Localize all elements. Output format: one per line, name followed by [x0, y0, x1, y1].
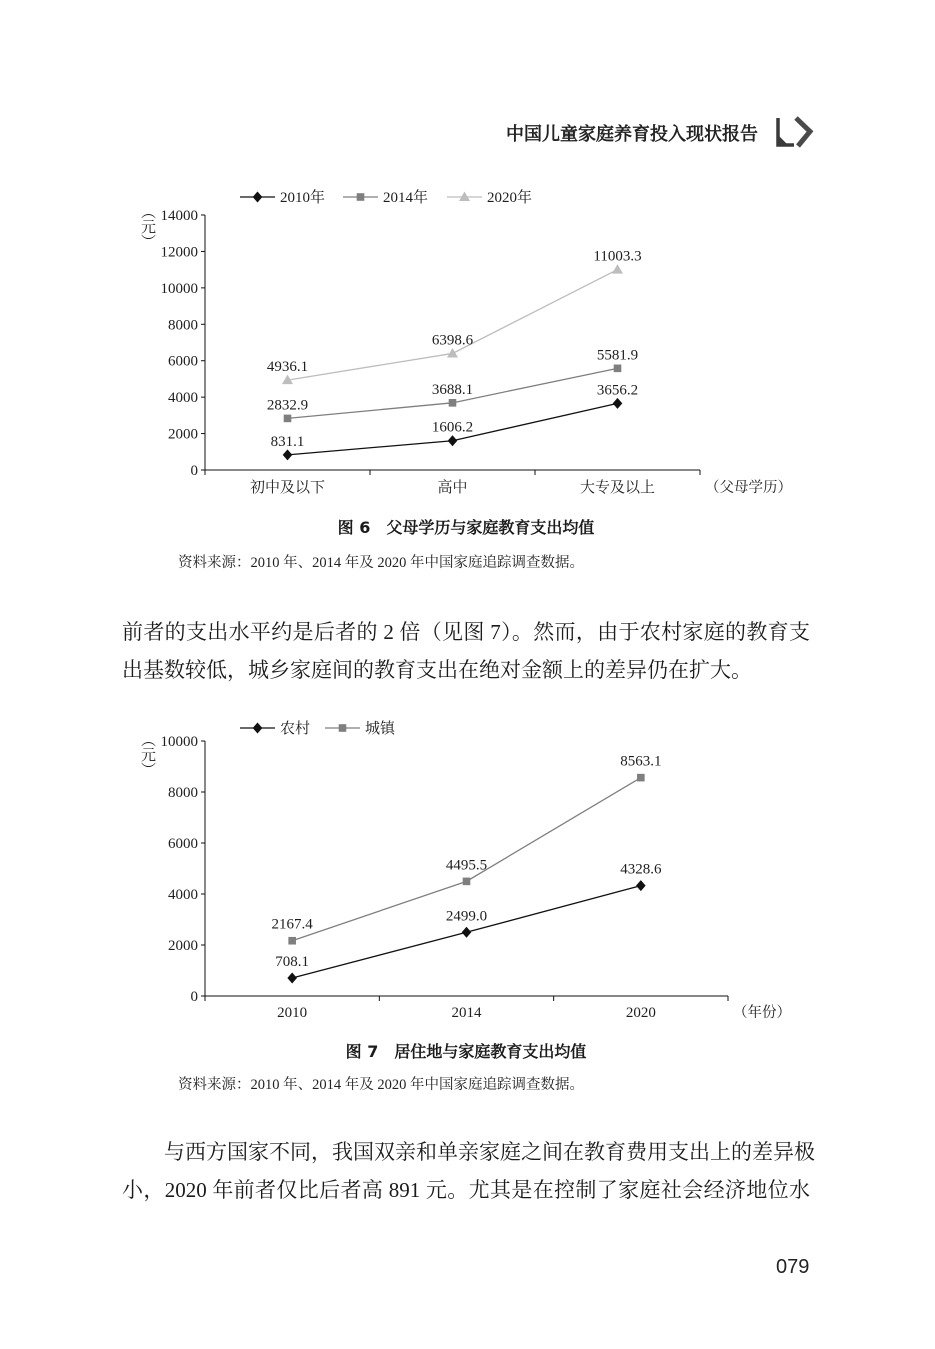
- y-tick-label: 8000: [168, 317, 198, 334]
- x-axis-title: （父母学历）: [705, 480, 792, 496]
- data-label: 2167.4: [271, 916, 313, 933]
- text-line: 与西方国家不同，我国双亲和单亲家庭之间在教育费用支出上的差异极: [164, 1140, 815, 1164]
- y-tick-label: 6000: [168, 836, 198, 852]
- data-label: 2832.9: [266, 397, 309, 414]
- data-label: 831.1: [270, 433, 305, 450]
- data-label: 11003.3: [593, 248, 642, 265]
- data-point-marker: [612, 264, 623, 274]
- x-category-label: 2020: [625, 1005, 656, 1021]
- x-axis-title: （年份）: [733, 1005, 791, 1021]
- figure-6-chart: [130, 180, 810, 505]
- figure-7-line-chart: [130, 710, 810, 1030]
- data-point-marker: [447, 348, 458, 358]
- x-category-label: 2014: [451, 1005, 482, 1021]
- running-title: 中国儿童家庭养育投入现状报告: [506, 124, 758, 145]
- data-label: 6398.6: [431, 332, 474, 349]
- plot-area: [161, 188, 793, 496]
- figure-7-caption: 图 7 居住地与家庭教育支出均值: [345, 1042, 587, 1061]
- page-number: 079: [776, 1256, 810, 1278]
- data-point-marker: [463, 878, 471, 886]
- legend-item: [447, 188, 532, 206]
- data-point-marker: [637, 774, 645, 782]
- x-category-label: 2010: [277, 1005, 308, 1021]
- data-point-marker: [613, 398, 623, 409]
- data-point-marker: [614, 365, 622, 373]
- legend-marker: [357, 193, 365, 201]
- data-label: 4328.6: [620, 861, 662, 878]
- text-line: 小，2020 年前者仅比后者高 891 元。尤其是在控制了家庭社会经济地位水: [122, 1178, 810, 1202]
- y-axis-title: （元）: [139, 204, 155, 249]
- data-label: 3656.2: [596, 382, 639, 399]
- legend-item: [325, 719, 396, 737]
- data-point-marker: [448, 435, 458, 446]
- data-point-marker: [284, 415, 292, 423]
- data-point-marker: [462, 927, 472, 938]
- figure-6-line-chart: [130, 180, 810, 505]
- y-tick-label: 2000: [168, 426, 198, 443]
- y-tick-label: 12000: [160, 244, 198, 261]
- y-axis-title: （元）: [139, 732, 155, 777]
- text-line: 前者的支出水平约是后者的 2 倍（见图 7）。然而，由于农村家庭的教育支: [122, 620, 810, 644]
- legend-marker: [253, 192, 263, 203]
- legend-label: 城镇: [365, 721, 396, 737]
- series-line-3: [288, 270, 618, 381]
- y-tick-label: 14000: [160, 208, 198, 224]
- figure-6-source-note: 资料来源：2010 年、2014 年及 2020 年中国家庭追踪调查数据。: [178, 555, 584, 571]
- y-tick-label: 10000: [160, 280, 198, 297]
- data-label: 4936.1: [266, 359, 309, 376]
- y-tick-label: 8000: [168, 785, 198, 801]
- legend-label: 2010年: [280, 190, 326, 206]
- data-point-marker: [636, 880, 646, 891]
- legend-label: 2014年: [383, 190, 429, 206]
- data-point-marker: [449, 399, 457, 407]
- legend-item: [343, 188, 428, 206]
- y-tick-label: 4000: [168, 390, 198, 407]
- y-tick-label: 0: [190, 463, 198, 479]
- data-label: 708.1: [275, 953, 310, 970]
- figure-7-chart: [130, 710, 810, 1030]
- data-point-marker: [283, 449, 293, 460]
- legend-label: 2020年: [487, 190, 533, 206]
- data-point-marker: [288, 937, 296, 945]
- data-label: 1606.2: [431, 419, 474, 436]
- y-tick-label: 0: [190, 989, 198, 1005]
- figure-6-caption: 图 6 父母学历与家庭教育支出均值: [337, 518, 595, 537]
- data-label: 3688.1: [431, 381, 474, 398]
- x-category-label: 高中: [437, 480, 468, 496]
- data-point-marker: [287, 972, 297, 983]
- y-tick-label: 2000: [168, 938, 198, 954]
- text-line: 出基数较低，城乡家庭间的教育支出在绝对金额上的差异仍在扩大。: [122, 658, 752, 682]
- plot-area: [161, 719, 792, 1021]
- y-tick-label: 4000: [168, 887, 198, 903]
- legend-marker: [459, 192, 470, 202]
- data-label: 2499.0: [445, 908, 488, 925]
- x-category-label: 初中及以下: [249, 480, 326, 496]
- legend-item: [240, 188, 325, 206]
- legend-label: 农村: [280, 721, 311, 737]
- legend-marker: [339, 724, 347, 732]
- series-logo-icon: [773, 113, 815, 151]
- x-category-label: 大专及以上: [579, 480, 656, 496]
- y-tick-label: 10000: [160, 734, 198, 750]
- data-label: 4495.5: [445, 857, 488, 874]
- legend-item: [240, 720, 310, 737]
- y-tick-label: 6000: [168, 353, 198, 370]
- data-label: 8563.1: [620, 753, 662, 770]
- data-label: 5581.9: [596, 347, 639, 364]
- figure-7-source-note: 资料来源：2010 年、2014 年及 2020 年中国家庭追踪调查数据。: [178, 1077, 584, 1093]
- legend-marker: [253, 723, 263, 734]
